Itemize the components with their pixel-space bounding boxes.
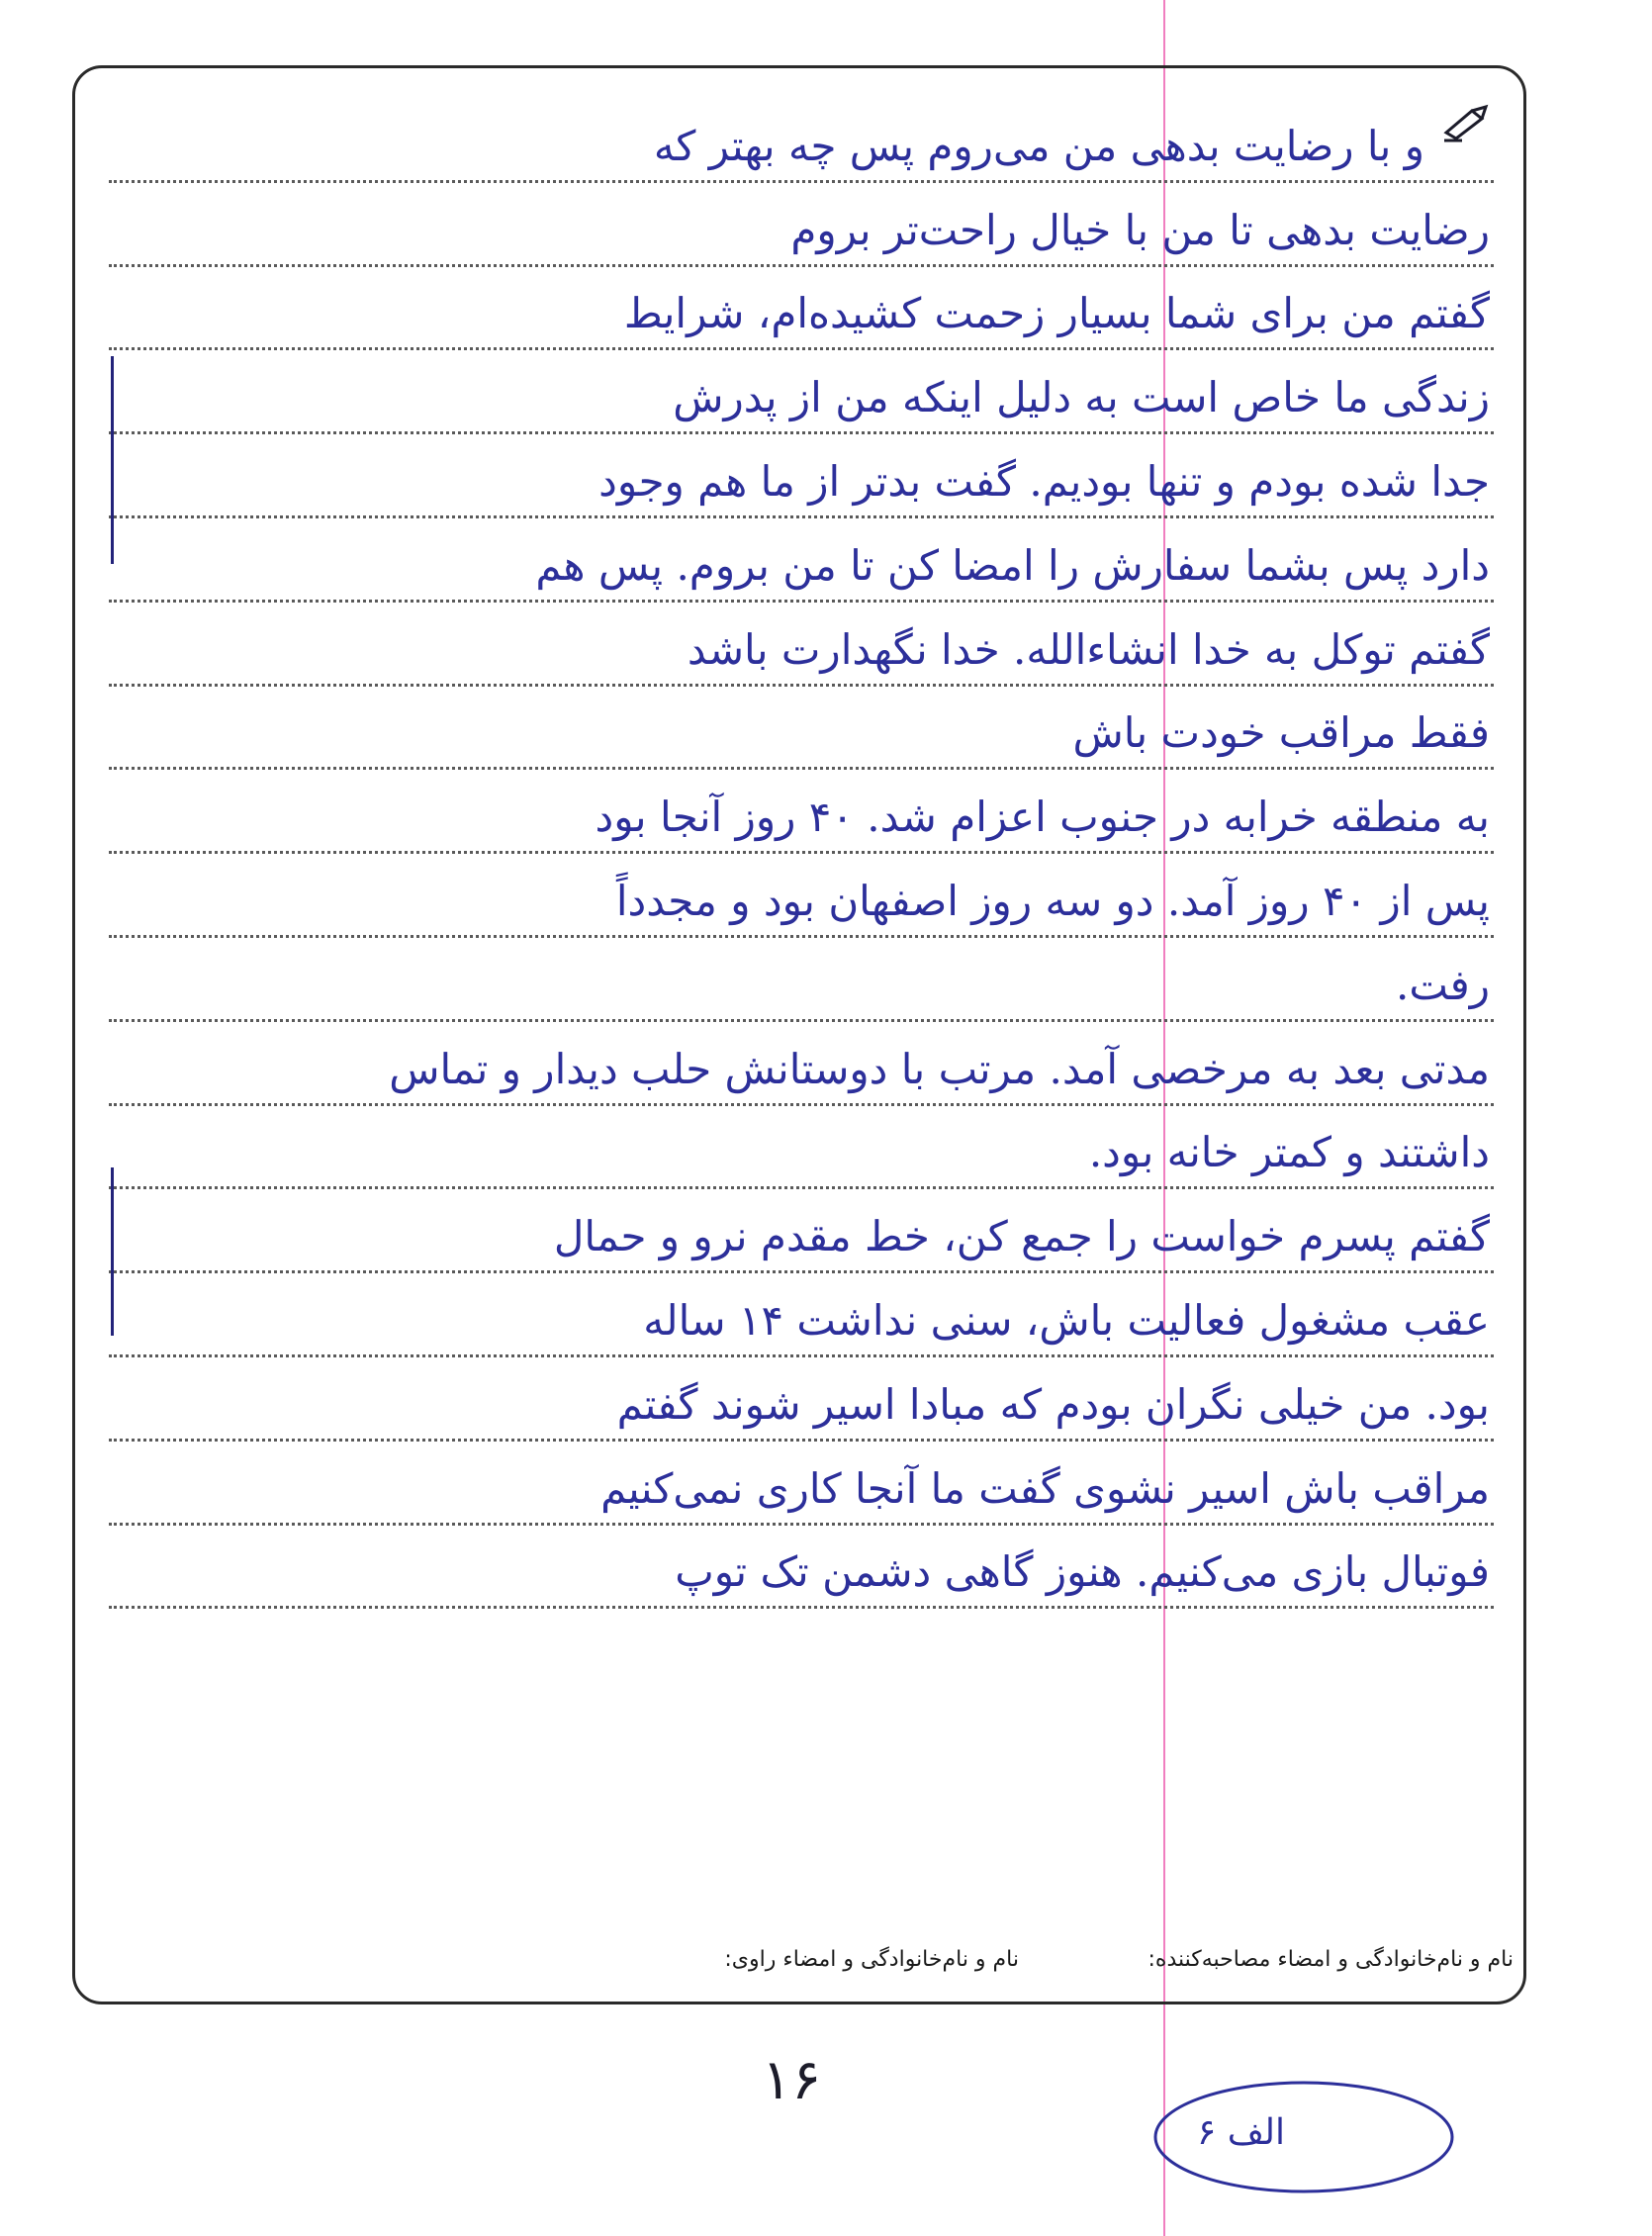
text-line [109, 518, 1494, 603]
line-text: فوتبال بازی می‌کنیم. هنوز گاهی دشمن تک توپ [675, 1547, 1490, 1597]
line-text: گفتم من برای شما بسیار زحمت کشیده‌ام، شرایط [623, 289, 1490, 338]
text-line [109, 1189, 1494, 1273]
line-text: فقط مراقب خودت باش [1072, 708, 1490, 758]
narrator-signature-label: نام و نام‌خانوادگی و امضاء راوی: [724, 1947, 1019, 1972]
text-line [109, 1022, 1494, 1106]
handwritten-text-area [109, 99, 1494, 1609]
margin-bracket [111, 356, 114, 564]
text-line [109, 99, 1494, 183]
text-line [109, 687, 1494, 771]
line-text: گفتم توکل به خدا انشاءالله. خدا نگهدارت باشد [687, 624, 1490, 674]
text-line [109, 183, 1494, 267]
line-text: دارد پس بشما سفارش را امضا کن تا من بروم. پس هم [535, 540, 1490, 590]
line-text: مدتی بعد به مرخصی آمد. مرتب با دوستانش حلب دیدار و تماس [389, 1044, 1490, 1093]
signature-footer [297, 1947, 1514, 1987]
text-line [109, 603, 1494, 687]
line-text: به منطقه خرابه در جنوب اعزام شد. ۴۰ روز آنجا بود [595, 792, 1490, 842]
line-text: پس از ۴۰ روز آمد. دو سه روز اصفهان بود و مجدداً [615, 876, 1490, 925]
text-line [109, 267, 1494, 351]
interviewer-signature-label: نام و نام‌خانوادگی و امضاء مصاحبه‌کننده: [1147, 1947, 1514, 1972]
margin-bracket [111, 1167, 114, 1336]
line-text: رفت. [1396, 960, 1490, 1009]
text-line [109, 1526, 1494, 1610]
stamp-oval [1146, 2070, 1462, 2208]
stamp-label: الف ۶ [1197, 2112, 1286, 2153]
line-text: مراقب باش اسیر نشوی گفت ما آنجا کاری نمی‌کنیم [600, 1463, 1490, 1513]
text-line [109, 1106, 1494, 1190]
text-line [109, 434, 1494, 518]
page-number: ۱۶ [762, 2048, 822, 2112]
line-text: و با رضایت بدهی من می‌روم پس چه بهتر که [653, 121, 1424, 170]
line-text: عقب مشغول فعالیت باش، سنی نداشت ۱۴ ساله [643, 1295, 1490, 1345]
text-line [109, 770, 1494, 854]
line-text: داشتند و کمتر خانه بود. [1088, 1128, 1490, 1177]
line-text: زندگی ما خاص است به دلیل اینکه من از پدرش [673, 373, 1490, 422]
text-line [109, 1357, 1494, 1442]
text-line [109, 938, 1494, 1022]
text-line [109, 350, 1494, 434]
text-line [109, 854, 1494, 938]
text-line [109, 1442, 1494, 1526]
line-text: بود. من خیلی نگران بودم که مبادا اسیر شوند گفتم [616, 1379, 1490, 1429]
line-text: رضایت بدهی تا من با خیال راحت‌تر بروم [790, 205, 1490, 254]
text-line [109, 1273, 1494, 1357]
line-text: گفتم پسرم خواست را جمع کن، خط مقدم نرو و حمال [553, 1212, 1490, 1261]
pen-icon [1442, 103, 1494, 142]
line-text: جدا شده بودم و تنها بودیم. گفت بدتر از ما هم وجود [598, 456, 1490, 506]
